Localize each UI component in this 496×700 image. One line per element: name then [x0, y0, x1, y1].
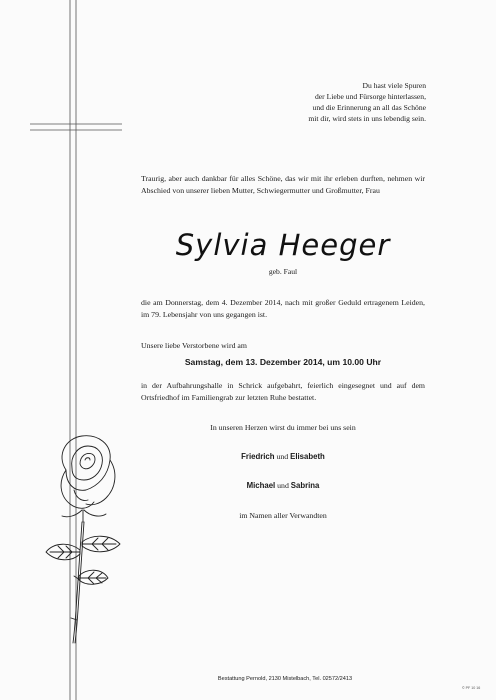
funeral-home-footer: Bestattung Pernold, 2130 Mistelbach, Tel. 02572/2413: [217, 676, 353, 682]
place-paragraph: in der Aufbahrungshalle in Schrick aufgebahrt, feierlich eingesegnet und auf dem Ortsfriedhof im Familiengrab zur letzten Ruhe bestattet.: [141, 381, 425, 403]
service-date: Samstag, dem 13. Dezember 2014, um 10.00 Uhr: [184, 357, 382, 367]
poem: [250, 80, 426, 124]
intro-paragraph: Traurig, aber auch dankbar für alles Schöne, das wir mit ihr erleben durften, nehmen wir Abschied von unserer lieben Mutter, Schwiegermutter und Großmutter, Frau: [141, 174, 425, 196]
mourner-name: Elisabeth: [290, 452, 325, 461]
maiden-name: geb. Faul: [268, 267, 298, 276]
mourner-name: Sabrina: [290, 481, 320, 490]
mourner-name: Michael: [246, 481, 276, 490]
poem-line: Du hast viele Spuren: [362, 81, 426, 90]
poem-line: der Liebe und Fürsorge hinterlassen,: [315, 92, 426, 101]
poem-line: mit dir, wird stets in uns lebendig sein.: [308, 114, 426, 123]
death-paragraph: die am Donnerstag, dem 4. Dezember 2014, nach mit großer Geduld ertragenem Leiden, im 79. Lebensjahr von uns gegangen ist.: [141, 298, 425, 320]
mourner-joiner: und: [275, 481, 291, 490]
mourners-line-1: [141, 452, 425, 461]
rose-icon: [36, 430, 136, 645]
hearts-text: In unseren Herzen wirst du immer bei uns sein: [210, 423, 356, 432]
relatives-text: im Namen aller Verwandten: [239, 511, 327, 520]
poem-line: und die Erinnerung an all das Schöne: [312, 103, 426, 112]
mourners-line-2: [141, 481, 425, 490]
deceased-name: Sylvia Heeger: [175, 228, 391, 262]
print-code: © PF 10 16: [462, 686, 481, 690]
mourner-joiner: und: [274, 452, 291, 461]
gathered-text: Unsere liebe Verstorbene wird am: [141, 341, 247, 350]
mourner-name: Friedrich: [241, 452, 275, 461]
